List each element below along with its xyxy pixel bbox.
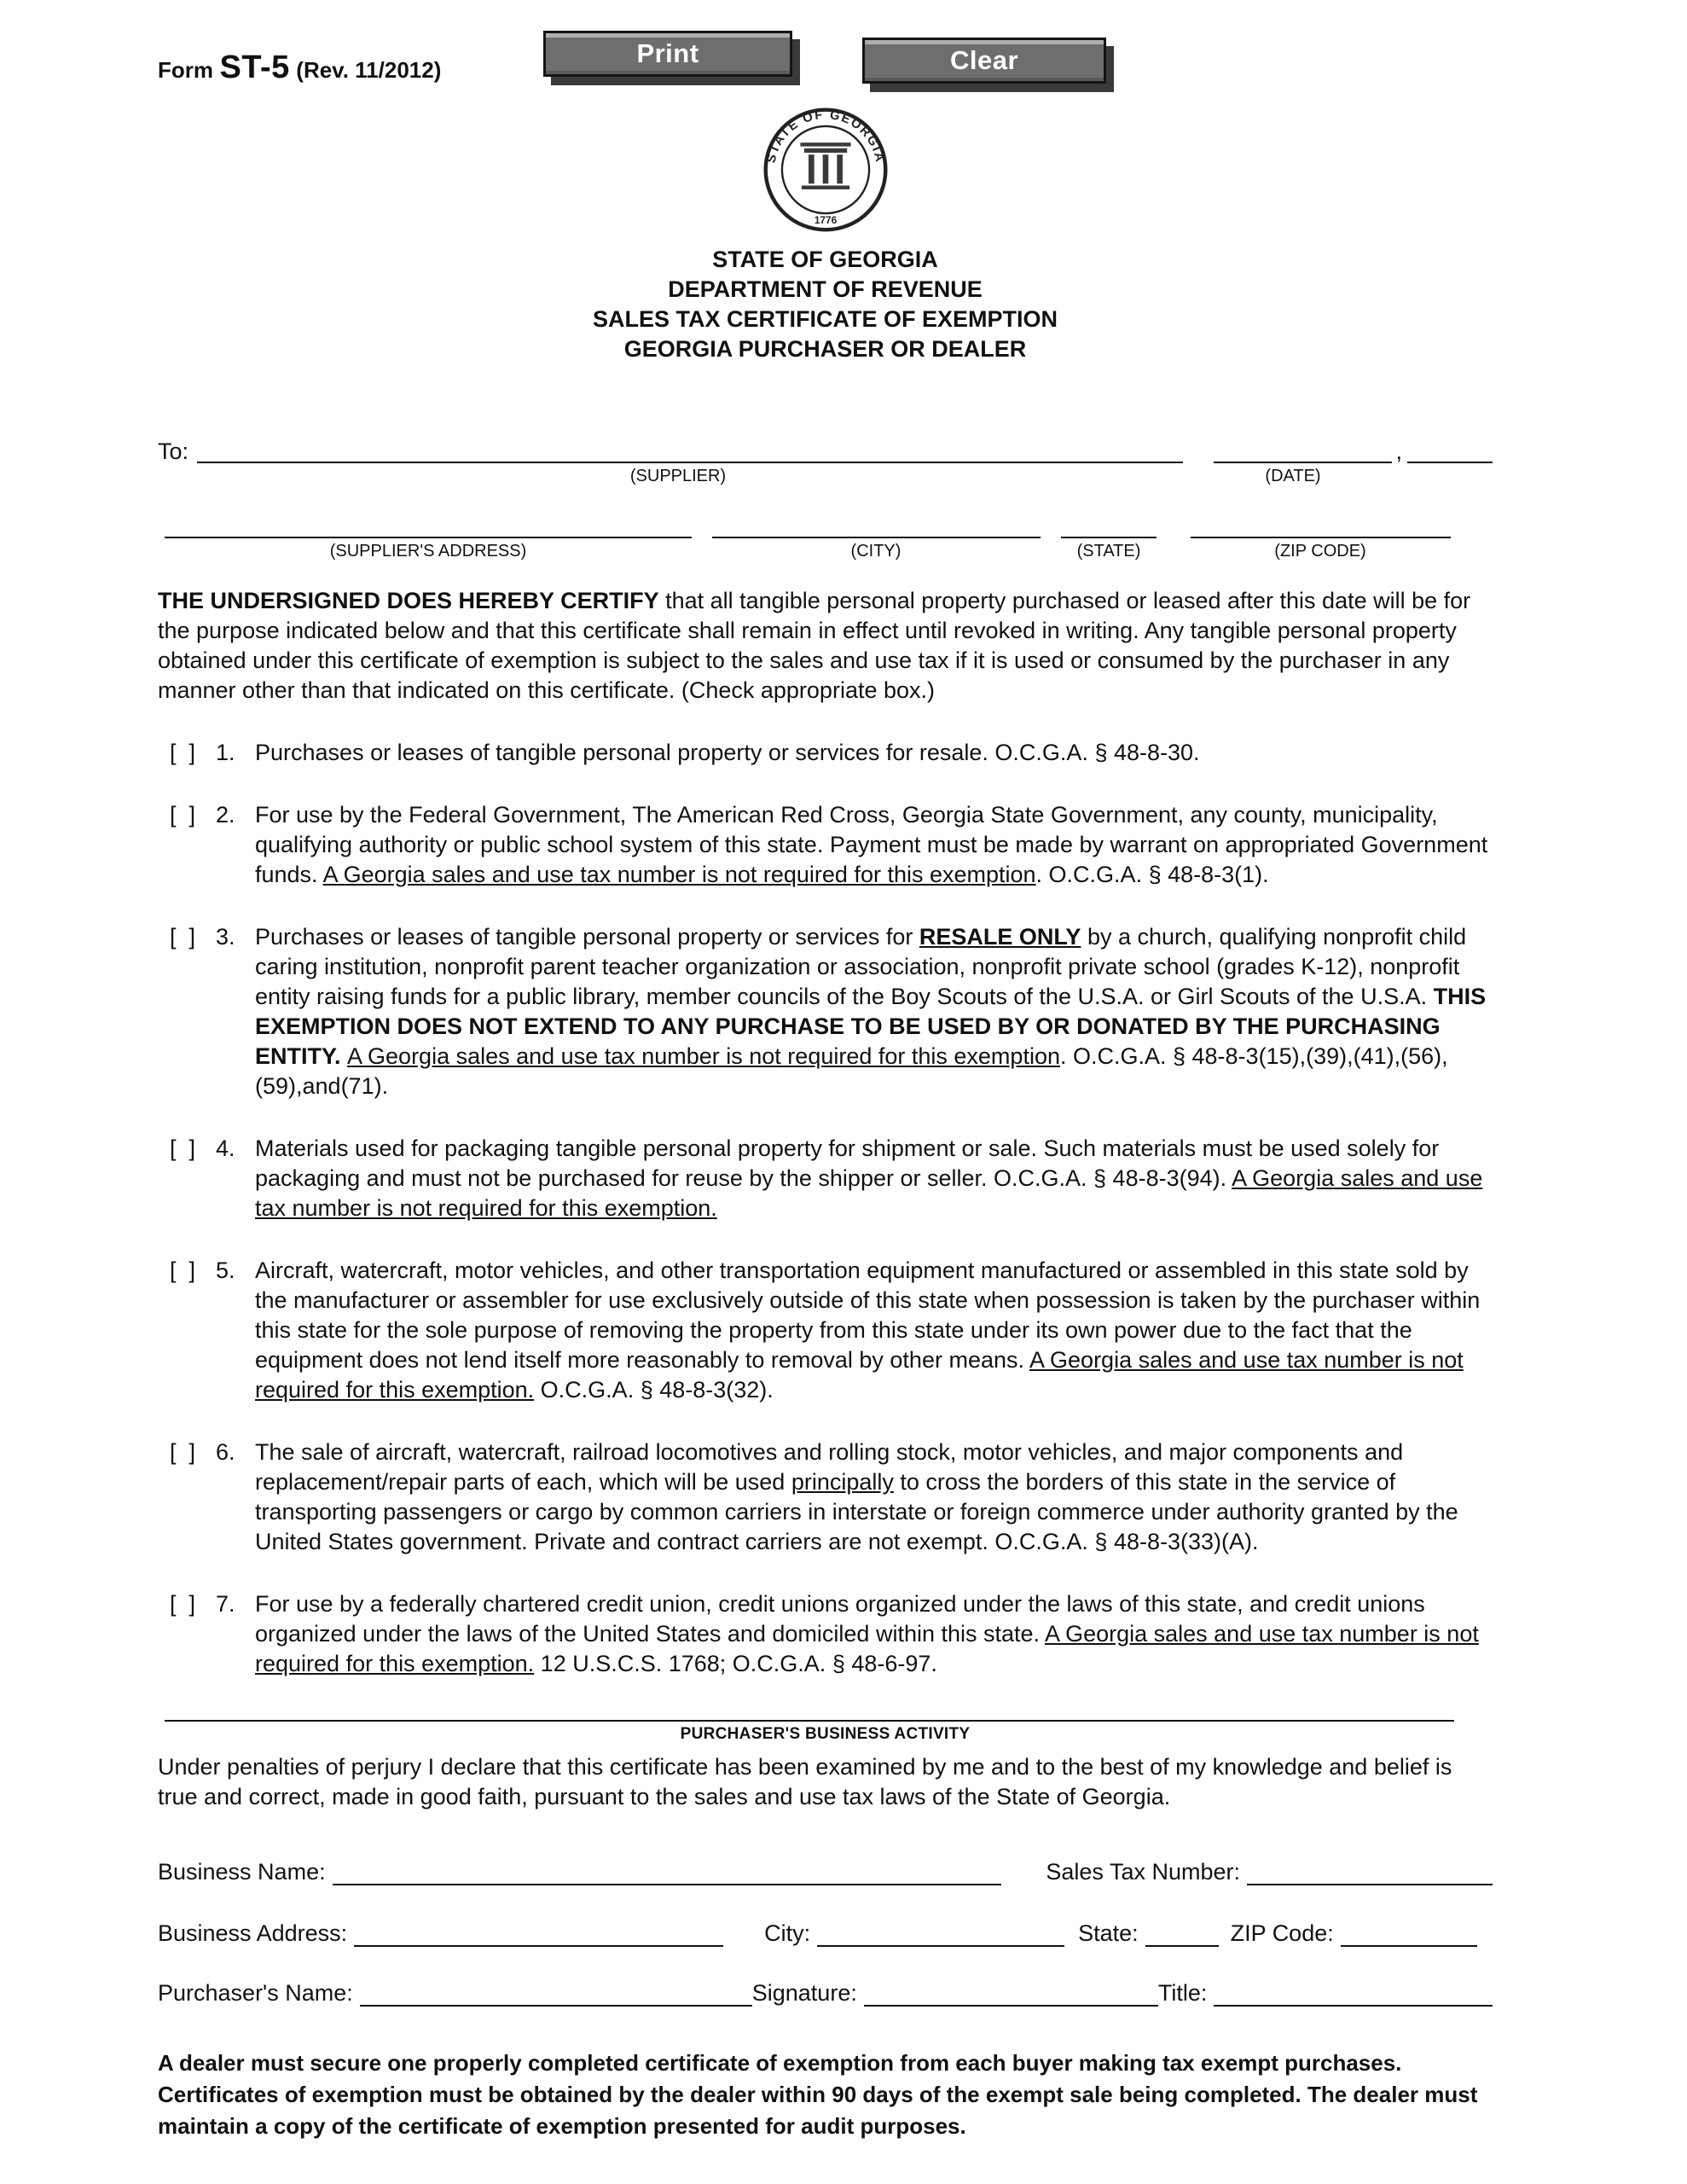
- date-input-line[interactable]: [1214, 434, 1392, 463]
- form-word: Form: [158, 57, 213, 83]
- title-input-line[interactable]: [1214, 1981, 1493, 2007]
- state-field-label: State:: [1078, 1920, 1139, 1946]
- business-address-row: [158, 1913, 1493, 1947]
- clear-button-label: Clear: [949, 45, 1019, 75]
- exemption-checkbox-2[interactable]: [ ]: [170, 802, 196, 828]
- print-button[interactable]: [543, 31, 792, 77]
- exemption-checkbox-6[interactable]: [ ]: [170, 1439, 196, 1465]
- seal-container: [158, 107, 1493, 233]
- item-7-seg-1: A Georgia sales and use tax number is not required for this exemption.: [255, 1621, 1479, 1676]
- item-7-seg-0: For use by a federally chartered credit union, credit unions organized under the laws of this state, and credit unions organized under the laws of the United States and domiciled within this state.: [255, 1591, 1425, 1647]
- supplier-address-row: [165, 506, 1493, 538]
- exemption-checkbox-5[interactable]: [ ]: [170, 1258, 196, 1283]
- zip-code-field-input-line[interactable]: [1341, 1921, 1477, 1947]
- city-field-label: City:: [764, 1920, 811, 1946]
- business-name-row: [158, 1851, 1493, 1885]
- supplier-address-input-line[interactable]: [165, 509, 692, 538]
- sales-tax-number-label: Sales Tax Number:: [1046, 1858, 1240, 1885]
- item-1-text: [255, 738, 1493, 768]
- to-label: To:: [158, 439, 189, 464]
- state-field-input-line[interactable]: [1145, 1921, 1219, 1947]
- exemption-item-6: [170, 1438, 1493, 1557]
- item-5-number: 5.: [216, 1258, 235, 1283]
- item-1-number: 1.: [216, 740, 235, 765]
- document-title-block: [158, 245, 1493, 364]
- item-4-seg-0: Materials used for packaging tangible personal property for shipment or sale. Such materials must be used solely for packaging and must not be purchased for reuse by the shipper or seller. O.C.G.A. § 48-8-3(94).: [255, 1136, 1440, 1191]
- business-activity-caption: PURCHASER'S BUSINESS ACTIVITY: [680, 1725, 971, 1743]
- purchaser-name-row: [158, 1972, 1493, 2007]
- zip-caption: (ZIP CODE): [1274, 542, 1366, 561]
- date-year-input-line[interactable]: [1407, 434, 1493, 463]
- item-3-seg-2: by a church, qualifying nonprofit child caring institution, nonprofit parent teacher organization or association, nonprofit private school (grades K-12), nonprofit entity raising funds for a public library, member councils of the Boy Scouts of the U.S.A. or Girl Scouts of the U.S.A.: [255, 924, 1467, 1009]
- item-3-text: [255, 922, 1493, 1101]
- georgia-state-seal-icon: [762, 107, 889, 233]
- exemption-checkbox-4[interactable]: [ ]: [170, 1136, 196, 1161]
- supplier-line-row: [158, 431, 1493, 463]
- item-3-seg-5: . O.C.G.A. § 48-8-3(15),(39),(41),(56),(59),and(71).: [255, 1043, 1448, 1099]
- print-button-label: Print: [636, 38, 699, 68]
- exemption-item-3: [170, 922, 1493, 1101]
- item-7-number: 7.: [216, 1591, 235, 1617]
- form-id-label: [158, 49, 441, 86]
- item-5-seg-2: O.C.G.A. § 48-8-3(32).: [534, 1377, 774, 1403]
- item-6-seg-1: principally: [791, 1469, 894, 1495]
- supplier-caption: (SUPPLIER): [629, 467, 727, 485]
- title-line-4: GEORGIA PURCHASER OR DEALER: [623, 336, 1027, 362]
- title-line-1: STATE OF GEORGIA: [712, 247, 938, 272]
- seal-arc-text: STATE OF GEORGIA: [763, 107, 887, 165]
- signature-input-line[interactable]: [864, 1981, 1158, 2007]
- state-caption: (STATE): [1076, 542, 1141, 561]
- item-7-seg-2: 12 U.S.C.S. 1768; O.C.G.A. § 48-6-97.: [534, 1651, 937, 1676]
- certification-paragraph: [158, 586, 1493, 706]
- item-3-seg-0: Purchases or leases of tangible personal property or services for: [255, 924, 919, 950]
- dealer-notice-paragraph: A dealer must secure one properly completed certificate of exemption from each buyer making tax exempt purchases. Certificates of exemption must be obtained by the dealer within 90 days of the exempt sale being completed. The dealer must maintain a copy of the certificate of exemption presented for audit purposes.: [158, 2050, 1478, 2139]
- certify-bold-text: THE UNDERSIGNED DOES HEREBY CERTIFY: [158, 588, 659, 613]
- exemption-checkbox-7[interactable]: [ ]: [170, 1591, 196, 1617]
- exemption-checkbox-1[interactable]: [ ]: [170, 740, 196, 765]
- item-3-seg-3: THIS EXEMPTION DOES NOT EXTEND TO ANY PURCHASE TO BE USED BY OR DONATED BY THE PURCHASING ENTITY.: [255, 984, 1487, 1069]
- exemption-checkbox-3[interactable]: [ ]: [170, 924, 196, 950]
- clear-button[interactable]: [862, 38, 1106, 84]
- item-5-seg-0: Aircraft, watercraft, motor vehicles, and other transportation equipment manufactured or assembled in this state sold by the manufacturer or assembler for use exclusively outside of this state when possession is taken by the purchaser within this state for the sole purpose of removing the property from this state under its own power due to the fact that the equipment does not lend itself more reasonably to removal by other means.: [255, 1258, 1481, 1373]
- item-6-seg-0: The sale of aircraft, watercraft, railroad locomotives and rolling stock, motor vehicles, and major components and replacement/repair parts of each, which will be used: [255, 1439, 1404, 1495]
- exemption-item-7: [170, 1589, 1493, 1679]
- supplier-captions-row: [158, 463, 1493, 489]
- seal-year-text: 1776: [814, 213, 837, 226]
- exemption-items-list: [170, 738, 1493, 1679]
- item-2-seg-2: . O.C.G.A. § 48-8-3(1).: [1035, 862, 1269, 887]
- supplier-input-line[interactable]: [197, 434, 1183, 463]
- purchasers-name-label: Purchaser's Name:: [158, 1979, 353, 2006]
- item-1-seg-0: Purchases or leases of tangible personal property or services for resale. O.C.G.A. § 48-8-30.: [255, 740, 1200, 765]
- sales-tax-number-input-line[interactable]: [1247, 1860, 1493, 1885]
- certify-body-text: that all tangible personal property purchased or leased after this date will be for the purpose indicated below and that this certificate shall remain in effect until revoked in writing. Any tangible personal property obtained under this certificate of exemption is subject to the sales and use tax if it is used or consumed by the purchaser in any manner other than that indicated on this certificate. (Check appropriate box.): [158, 588, 1471, 703]
- supplier-address-caption: (SUPPLIER'S ADDRESS): [329, 542, 527, 561]
- item-4-text: [255, 1134, 1493, 1223]
- page-header: [158, 0, 1493, 107]
- state-input-line[interactable]: [1061, 509, 1157, 538]
- item-2-seg-1: A Georgia sales and use tax number is not required for this exemption: [322, 862, 1036, 887]
- item-6-text: [255, 1438, 1493, 1557]
- item-2-text: [255, 800, 1493, 890]
- signature-label: Signature:: [751, 1979, 857, 2006]
- address-captions-row: [158, 538, 1493, 564]
- title-line-3: SALES TAX CERTIFICATE OF EXEMPTION: [592, 306, 1058, 332]
- business-address-input-line[interactable]: [354, 1921, 723, 1947]
- exemption-item-4: [170, 1134, 1493, 1223]
- form-number: ST-5: [219, 49, 290, 85]
- item-4-number: 4.: [216, 1136, 235, 1161]
- item-6-seg-2: to cross the borders of this state in the service of transporting passengers or cargo by common carriers in interstate or foreign commerce under authority granted by the United States government. Private and contract carriers are not exempt. O.C.G.A. § 48-8-3(33)(A).: [255, 1469, 1458, 1554]
- zip-input-line[interactable]: [1191, 509, 1451, 538]
- exemption-item-5: [170, 1256, 1493, 1405]
- title-label: Title:: [1157, 1979, 1208, 2006]
- zip-code-field-label: ZIP Code:: [1230, 1920, 1334, 1946]
- business-name-label: Business Name:: [158, 1858, 326, 1885]
- date-caption: (DATE): [1265, 467, 1321, 485]
- business-address-label: Business Address:: [158, 1920, 348, 1946]
- city-caption: (CITY): [850, 542, 901, 561]
- perjury-paragraph: Under penalties of perjury I declare that this certificate has been examined by me and to the best of my knowledge and belief is true and correct, made in good faith, pursuant to the sales and use tax laws of the State of Georgia.: [158, 1754, 1452, 1809]
- item-2-number: 2.: [216, 802, 235, 828]
- item-5-seg-1: A Georgia sales and use tax number is not required for this exemption.: [255, 1347, 1464, 1403]
- exemption-item-2: [170, 800, 1493, 890]
- purchasers-name-input-line[interactable]: [360, 1981, 752, 2007]
- item-6-number: 6.: [216, 1439, 235, 1465]
- city-field-input-line[interactable]: [817, 1921, 1064, 1947]
- date-comma: ,: [1395, 439, 1402, 464]
- item-2-seg-0: For use by the Federal Government, The American Red Cross, Georgia State Government, any county, municipality, qualifying authority or public school system of this state. Payment must be made by warrant on appropriated Government funds.: [255, 802, 1488, 887]
- item-7-text: [255, 1589, 1493, 1679]
- item-4-seg-1: A Georgia sales and use tax number is not required for this exemption.: [255, 1165, 1483, 1221]
- item-5-text: [255, 1256, 1493, 1405]
- exemption-item-1: [170, 738, 1493, 768]
- item-3-seg-4: A Georgia sales and use tax number is not required for this exemption: [347, 1043, 1060, 1069]
- business-name-input-line[interactable]: [333, 1860, 1002, 1885]
- item-3-number: 3.: [216, 924, 235, 950]
- title-line-2: DEPARTMENT OF REVENUE: [668, 276, 983, 302]
- form-revision: (Rev. 11/2012): [296, 57, 442, 83]
- item-3-seg-1: RESALE ONLY: [919, 924, 1081, 950]
- business-activity-input-line[interactable]: [165, 1720, 1454, 1722]
- city-input-line[interactable]: [712, 509, 1041, 538]
